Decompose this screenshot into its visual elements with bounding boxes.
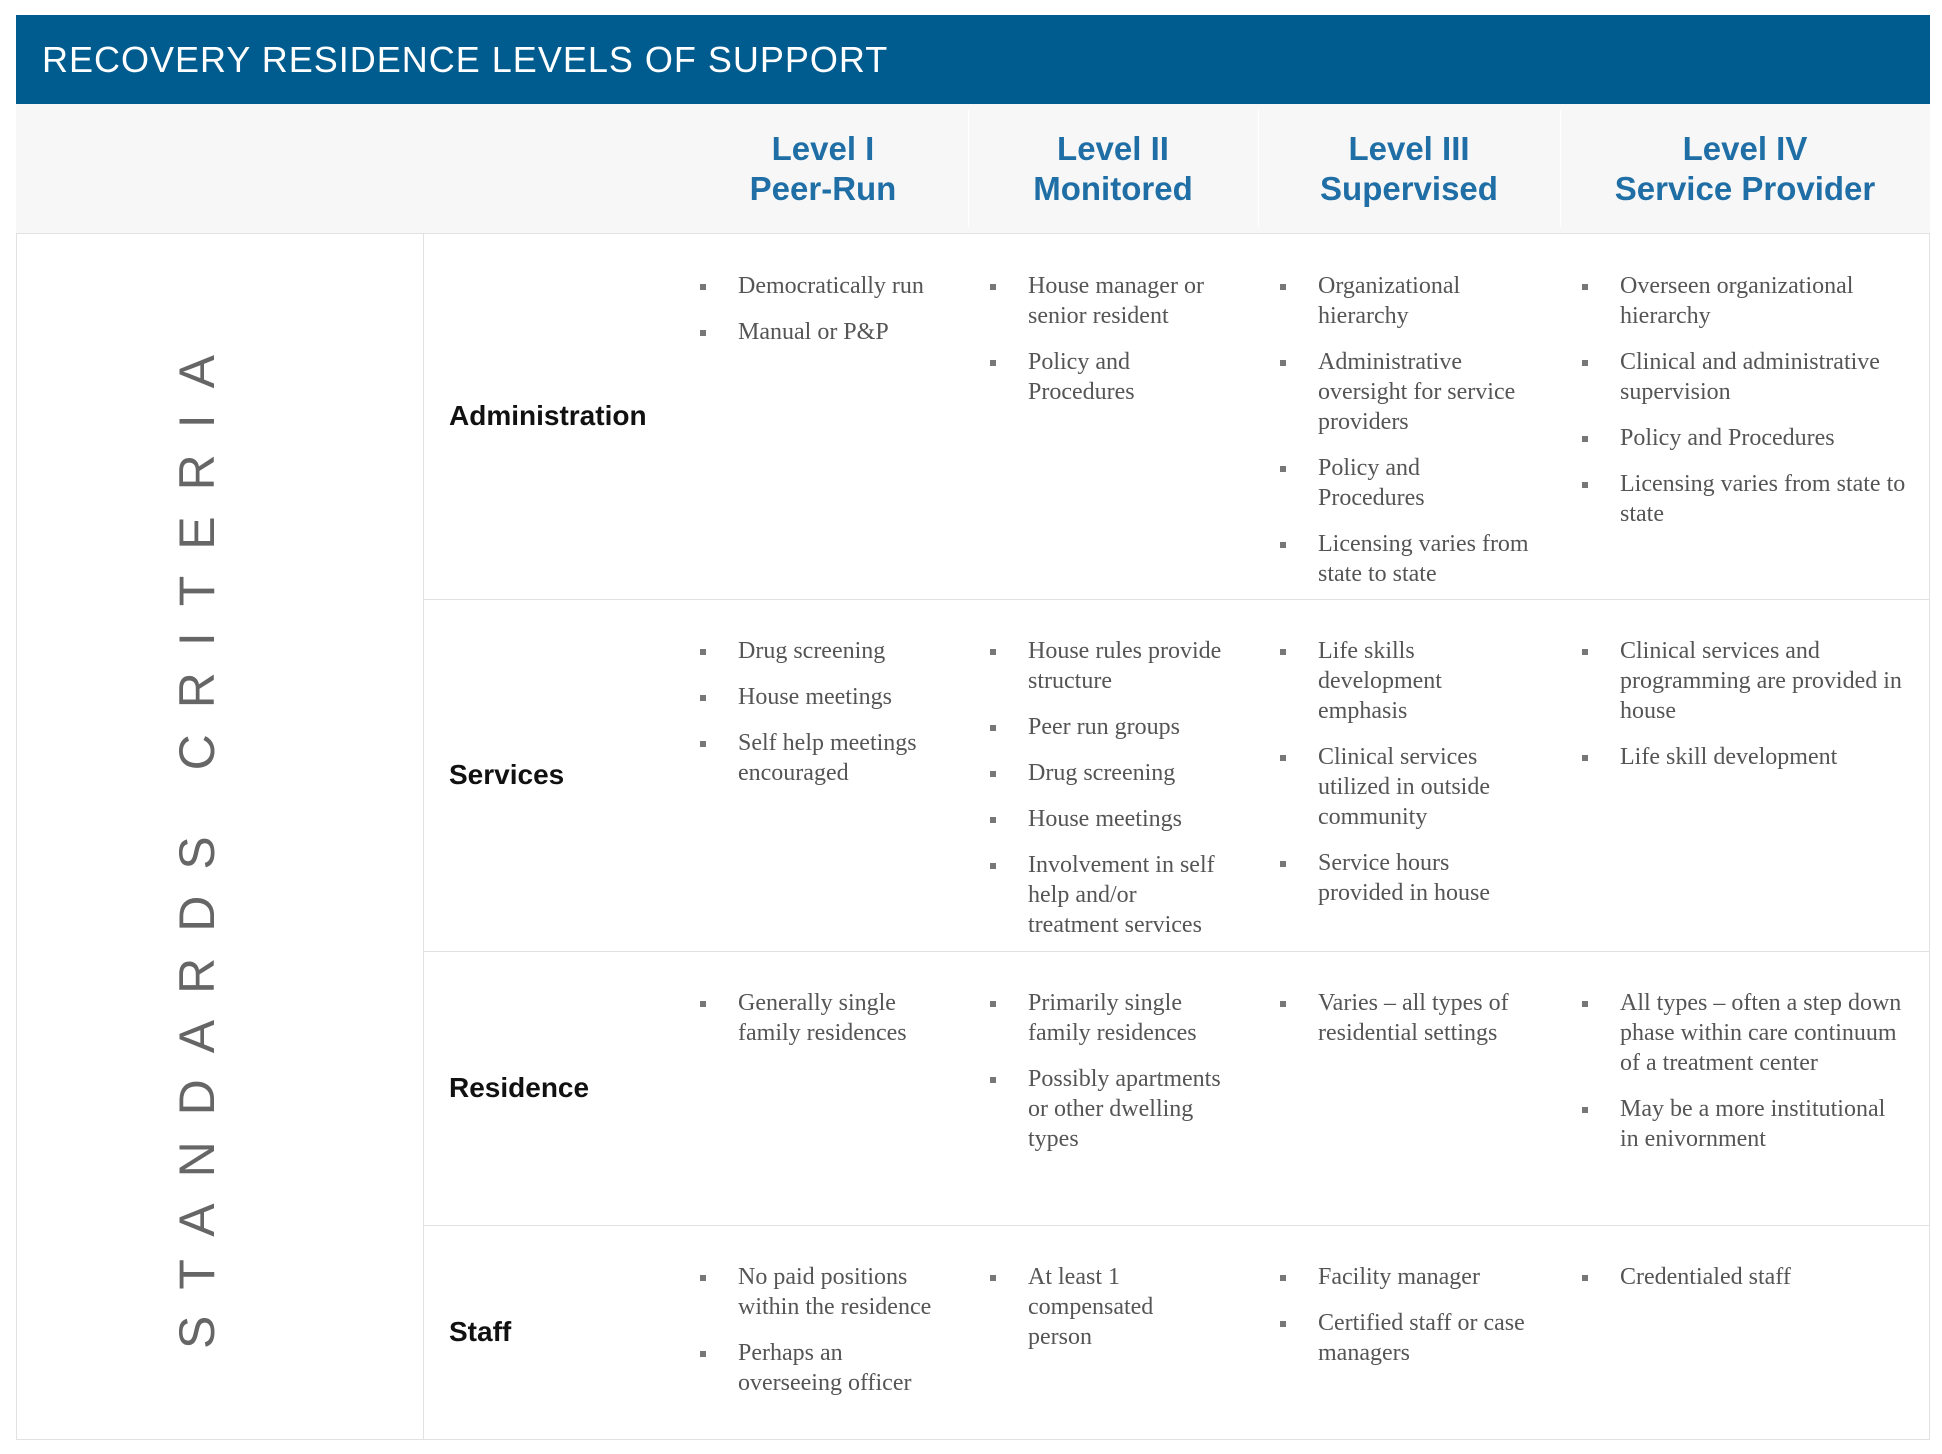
- row-services: [424, 600, 1929, 952]
- row-label-residence: Residence: [449, 1072, 590, 1103]
- list-item: Generally single family residences: [700, 988, 940, 1048]
- cell-services-level-1: [700, 636, 940, 804]
- cell-services-level-3: [1280, 636, 1530, 924]
- level-3-header: [1258, 104, 1560, 233]
- list-item: Perhaps an overseeing officer: [700, 1338, 940, 1398]
- list-item: Clinical services and programming are provided in house: [1582, 636, 1912, 726]
- list-item: Licensing varies from state to state: [1280, 529, 1530, 589]
- list-item: House rules provide structure: [990, 636, 1230, 696]
- row-label-services: Services: [449, 759, 565, 790]
- list-item: At least 1 compensated person: [990, 1262, 1190, 1352]
- cell-staff-level-4: [1582, 1262, 1912, 1308]
- list-item: Organizational hierarchy: [1280, 271, 1530, 331]
- level-3-number: Level III: [1348, 129, 1470, 167]
- page-title: RECOVERY RESIDENCE LEVELS OF SUPPORT: [16, 15, 1930, 104]
- cell-residence-level-1: [700, 988, 940, 1064]
- level-header-row: [16, 104, 1930, 233]
- row-residence: [424, 952, 1929, 1226]
- level-4-name: Service Provider: [1614, 169, 1876, 207]
- standards-criteria-column: [17, 234, 424, 1439]
- list-item: Overseen organizational hierarchy: [1582, 271, 1912, 331]
- list-item: House manager or senior resident: [990, 271, 1230, 331]
- list-item: Facility manager: [1280, 1262, 1530, 1292]
- list-item: House meetings: [990, 804, 1230, 834]
- cell-admin-level-4: [1582, 271, 1912, 545]
- level-2-number: Level II: [1057, 129, 1169, 167]
- list-item: Certified staff or case managers: [1280, 1308, 1530, 1368]
- cell-staff-level-2: [990, 1262, 1190, 1368]
- level-1-number: Level I: [771, 129, 875, 167]
- list-item: May be a more institutional in enivornment: [1582, 1094, 1902, 1154]
- cell-residence-level-4: [1582, 988, 1902, 1170]
- list-item: Drug screening: [700, 636, 940, 666]
- list-item: Primarily single family residences: [990, 988, 1230, 1048]
- cell-admin-level-3: [1280, 271, 1530, 605]
- cell-residence-level-3: [1280, 988, 1530, 1064]
- list-item: Manual or P&P: [700, 317, 940, 347]
- list-item: Policy and Procedures: [1582, 423, 1912, 453]
- list-item: Self help meetings encouraged: [700, 728, 940, 788]
- list-item: No paid positions within the residence: [700, 1262, 940, 1322]
- list-item: Policy and Procedures: [1280, 453, 1530, 513]
- list-item: Life skill development: [1582, 742, 1912, 772]
- cell-admin-level-2: [990, 271, 1230, 423]
- level-2-header: [968, 104, 1258, 233]
- list-item: Possibly apartments or other dwelling types: [990, 1064, 1230, 1154]
- list-item: House meetings: [700, 682, 940, 712]
- cell-staff-level-3: [1280, 1262, 1530, 1384]
- list-item: Administrative oversight for service providers: [1280, 347, 1530, 437]
- row-label-staff: Staff: [449, 1316, 512, 1347]
- list-item: Life skills development emphasis: [1280, 636, 1530, 726]
- list-item: Service hours provided in house: [1280, 848, 1530, 908]
- list-item: Varies – all types of residential settings: [1280, 988, 1530, 1048]
- row-administration: [424, 234, 1929, 600]
- cell-admin-level-1: [700, 271, 940, 363]
- list-item: Credentialed staff: [1582, 1262, 1912, 1292]
- list-item: Peer run groups: [990, 712, 1230, 742]
- side-label: STANDARDS CRITERIA: [169, 329, 225, 1349]
- level-4-header: [1560, 104, 1930, 233]
- cell-services-level-2: [990, 636, 1230, 956]
- list-item: Democratically run: [700, 271, 940, 301]
- level-4-number: Level IV: [1682, 129, 1808, 167]
- list-item: Clinical and administrative supervision: [1582, 347, 1912, 407]
- support-levels-table: [16, 15, 1930, 1440]
- list-item: Clinical services utilized in outside community: [1280, 742, 1530, 832]
- criteria-body: [16, 233, 1930, 1440]
- level-2-name: Monitored: [1033, 169, 1193, 207]
- cell-services-level-4: [1582, 636, 1912, 788]
- level-1-header: [678, 104, 968, 233]
- level-3-name: Supervised: [1320, 169, 1498, 207]
- cell-staff-level-1: [700, 1262, 940, 1414]
- list-item: All types – often a step down phase within care continuum of a treatment center: [1582, 988, 1902, 1078]
- row-label-administration: Administration: [449, 400, 647, 431]
- list-item: Policy and Procedures: [990, 347, 1230, 407]
- row-staff: [424, 1226, 1929, 1439]
- list-item: Drug screening: [990, 758, 1230, 788]
- list-item: Licensing varies from state to state: [1582, 469, 1912, 529]
- list-item: Involvement in self help and/or treatment services: [990, 850, 1230, 940]
- cell-residence-level-2: [990, 988, 1230, 1170]
- level-1-name: Peer-Run: [749, 169, 897, 207]
